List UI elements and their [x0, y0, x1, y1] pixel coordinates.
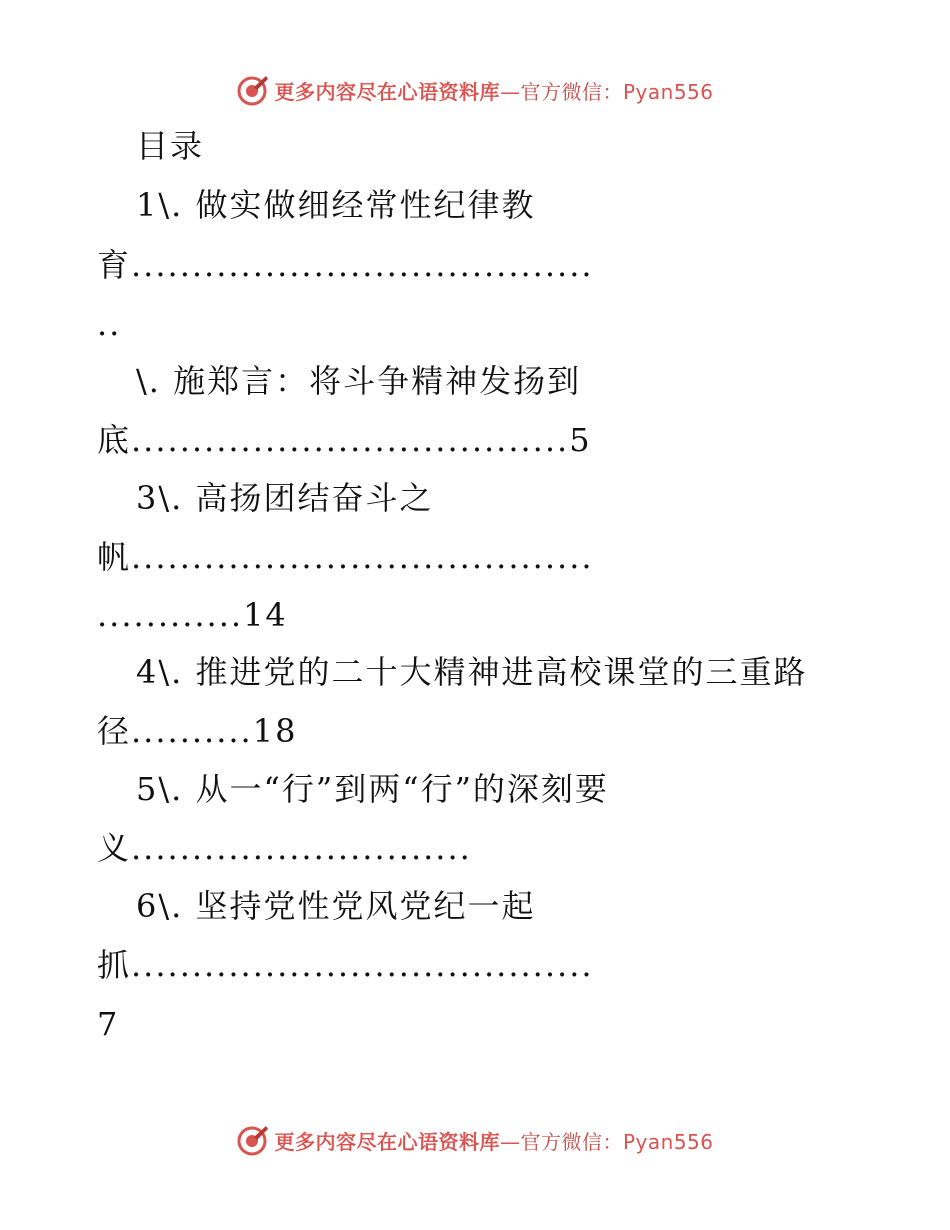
toc-line-13[interactable]: 6\. 坚持党性党风党纪一起	[136, 887, 536, 925]
toc-line-1[interactable]: 1\. 做实做细经常性纪律教	[136, 186, 536, 224]
toc-line-14[interactable]: 抓......................................	[97, 946, 594, 984]
toc-line-10[interactable]: 径..........18	[97, 712, 298, 750]
toc-line-4[interactable]: \. 施郑言：将斗争精神发扬到	[136, 362, 582, 400]
toc-line-11[interactable]: 5\. 从一“行”到两“行”的深刻要	[136, 770, 609, 808]
banner-account: Pyan556	[622, 79, 714, 104]
banner-brand: 更多内容尽在心语资料库	[274, 79, 500, 104]
toc-line-8[interactable]: ............14	[97, 596, 288, 634]
pen-logo-icon	[236, 73, 270, 107]
banner-dash: —	[499, 79, 521, 104]
banner-official-label: 官方微信：	[520, 1129, 623, 1154]
toc-line-12[interactable]: 义............................	[97, 829, 472, 867]
toc-line-2[interactable]: 育......................................	[97, 246, 594, 284]
banner-official-label: 官方微信：	[520, 79, 623, 104]
pen-logo-icon	[236, 1123, 270, 1157]
toc-line-7[interactable]: 帆......................................	[97, 538, 594, 576]
header-banner	[0, 70, 950, 110]
banner-brand: 更多内容尽在心语资料库	[274, 1129, 500, 1154]
toc-title: 目录	[136, 127, 205, 165]
toc-line-6[interactable]: 3\. 高扬团结奋斗之	[136, 479, 434, 517]
footer-banner	[0, 1120, 950, 1160]
banner-account: Pyan556	[622, 1129, 714, 1154]
toc-line-5[interactable]: 底....................................5	[97, 421, 592, 459]
banner-dash: —	[499, 1129, 521, 1154]
toc-line-15[interactable]: 7	[97, 1005, 120, 1043]
toc-line-3[interactable]: ..	[97, 305, 122, 343]
toc-line-9[interactable]: 4\. 推进党的二十大精神进高校课堂的三重路	[136, 653, 808, 691]
